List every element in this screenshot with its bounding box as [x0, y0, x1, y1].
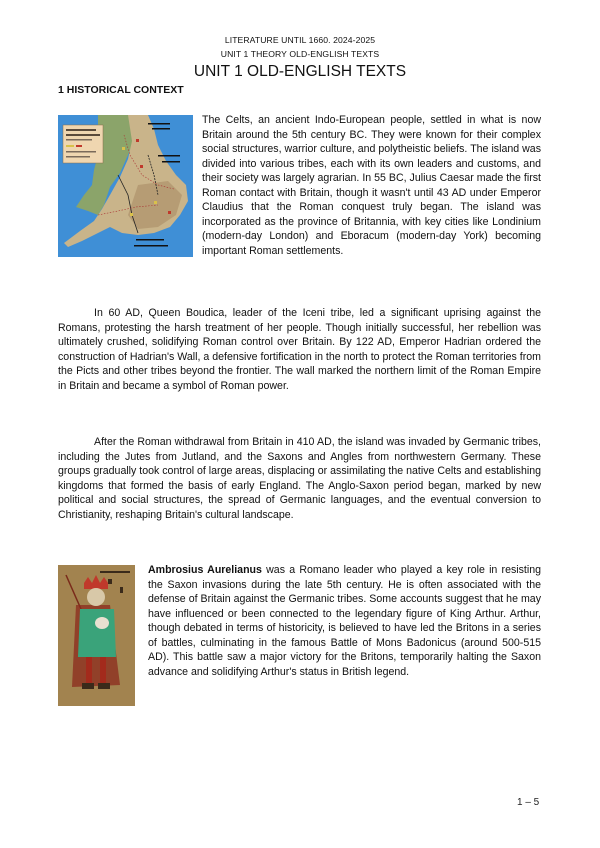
paragraph-anglo-saxon: After the Roman withdrawal from Britain in 410 AD, the island was invaded by Germanic tribes, including the Jutes from Jutland, and the Saxons and Angles from northwestern Germany. These groups gradually took control of large areas, displacing or assimilating the native Celts and establishing kingdoms that formed the basis of early England. The Anglo-Saxon period began, marked by new political and social structures, the spread of Germanic languages, and the eventual conversion to Christianity, reshaping Britain's cultural landscape.: [58, 436, 541, 521]
roman-britain-map-image: [58, 115, 193, 257]
person-name-bold: Ambrosius Aurelianus: [148, 564, 262, 576]
map-icon: [58, 115, 193, 257]
section-heading: 1 HISTORICAL CONTEXT: [58, 84, 184, 96]
king-portrait-image: [58, 565, 135, 706]
paragraph-ambrosius: [58, 563, 541, 710]
paragraph-celts-text: The Celts, an ancient Indo-European people, settled in what is now Britain around the 5th century BC. They were known for their complex social structures, warrior culture, and polytheistic beliefs. The island was divided into various tribes, each with its own leaders and customs, and their society was largely agrarian. In 55 BC, Julius Caesar made the first Roman contact with Britain, though it wasn't until 43 AD under Emperor Claudius that the Roman conquest truly began. The island was incorporated as the province of Britannia, with key cities like Londinium (modern-day London) and Eboracum (modern-day York) becoming important Roman settlements.: [202, 114, 541, 257]
paragraph-celts: [58, 113, 541, 261]
header-unit-line: UNIT 1 THEORY OLD-ENGLISH TEXTS: [220, 49, 380, 59]
paragraph-ambrosius-text: was a Romano leader who played a key role in resisting the Saxon invasions during the late 5th century. He is often associated with the defense of Britain against the Germanic tribes. Some accounts suggest that he may have influenced or been connected to the legendary figure of King Arthur. Arthur, though debated in terms of historicity, is believed to have led the Britons in a series of battles, culminating in the famous Battle of Mons Badonicus (around 500-515 AD). This battle saw a major victory for the Britons, temporarily halting the Saxon advance and solidifying Arthur's status in British legend.: [148, 564, 541, 678]
page-number: 1 – 5: [517, 797, 540, 808]
header-course-line: LITERATURE UNTIL 1660. 2024-2025: [224, 35, 376, 45]
portrait-icon: [58, 565, 135, 706]
paragraph-boudica: In 60 AD, Queen Boudica, leader of the Iceni tribe, led a significant uprising against the Romans, protesting the harsh treatment of her people. Though initially successful, her rebellion was ultimately crushed, solidifying Roman control over Britain. By 122 AD, Emperor Hadrian ordered the construction of Hadrian's Wall, a defensive fortification in the north to protect the Roman territories from the Picts and other tribes beyond the frontier. The wall marked the northern limit of the Roman Empire in Britain and became a symbol of Roman power.: [58, 307, 541, 392]
page-title: UNIT 1 OLD-ENGLISH TEXTS: [193, 63, 407, 80]
